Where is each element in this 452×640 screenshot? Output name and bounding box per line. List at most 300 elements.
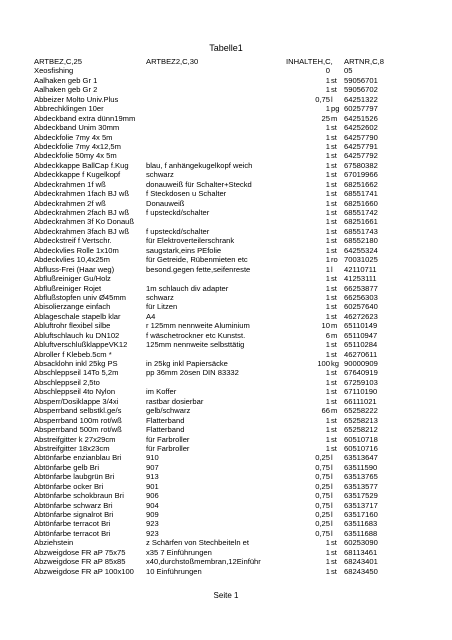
table-cell-c1: Abfluss-Frei (Haar weg) xyxy=(34,264,115,274)
table-cell-c3: 0,75 xyxy=(315,472,330,482)
table-row xyxy=(0,161,452,170)
table-cell-c4: ro xyxy=(331,255,338,265)
table-cell-c4: st xyxy=(331,434,337,444)
column-header: INHALTEH,C, xyxy=(286,57,333,66)
table-cell-c1: Abdeckvlies Rolle 1x10m xyxy=(34,245,119,255)
table-cell-c4: m xyxy=(331,113,338,123)
table-row xyxy=(0,548,452,557)
table-cell-c1: Abluftschlauch ku DN102 xyxy=(34,330,120,340)
table-cell-c3: 1 xyxy=(325,141,330,151)
table-cell-c5: 65258222 xyxy=(344,406,378,416)
table-cell-c2: blau, f anhängekugelkopf weich xyxy=(146,160,253,170)
table-cell-c1: Aalhaken geb Gr 2 xyxy=(34,85,98,95)
table-cell-c3: 1 xyxy=(325,208,330,217)
spreadsheet-table xyxy=(0,57,452,576)
table-cell-c3: 0,25 xyxy=(315,519,330,529)
table-cell-c2: 923 xyxy=(146,528,159,538)
table-cell-c4: m xyxy=(331,330,338,340)
table-cell-c3: 0,25 xyxy=(315,510,330,519)
table-cell-c5: 64255324 xyxy=(344,245,378,255)
table-row xyxy=(0,387,452,396)
table-cell-c4: st xyxy=(331,198,337,208)
table-cell-c2: 906 xyxy=(146,491,159,501)
table-cell-c1: Abdeckrahmen 2f wß xyxy=(34,198,106,208)
table-cell-c3: 1 xyxy=(325,443,330,453)
table-row xyxy=(0,529,452,538)
table-cell-c5: 63511590 xyxy=(344,462,378,472)
table-row xyxy=(0,350,452,359)
table-cell-c5: 68243450 xyxy=(344,566,378,576)
table-cell-c4: l xyxy=(331,472,333,482)
table-cell-c4: st xyxy=(331,283,337,293)
table-cell-c5: 68251660 xyxy=(344,198,378,208)
table-cell-c4: st xyxy=(331,208,337,217)
table-cell-c5: 66253877 xyxy=(344,283,378,293)
table-cell-c3: 1 xyxy=(325,302,330,312)
table-cell-c1: Abstreifgitter 18x23cm xyxy=(34,443,110,453)
table-cell-c3: 1 xyxy=(325,255,330,265)
table-cell-c3: 1 xyxy=(325,217,330,227)
table-cell-c5: 68113461 xyxy=(344,547,378,557)
table-cell-c1: Abdeckkappe BallCap f.Kug xyxy=(34,160,129,170)
table-row xyxy=(0,359,452,368)
table-cell-c4: st xyxy=(331,189,337,199)
table-cell-c3: 1 xyxy=(325,264,330,274)
table-cell-c4: kg xyxy=(331,359,340,368)
table-cell-c3: 0 xyxy=(325,66,330,76)
table-row xyxy=(0,85,452,94)
table-cell-c3: 1 xyxy=(325,132,330,142)
table-cell-c4: st xyxy=(331,274,337,284)
table-cell-c3: 1 xyxy=(325,415,330,425)
table-cell-c5: 60510716 xyxy=(344,443,378,453)
table-row xyxy=(0,463,452,472)
table-row xyxy=(0,246,452,255)
table-cell-c2: schwarz xyxy=(146,170,174,180)
table-cell-c2: für Farbroller xyxy=(146,443,190,453)
table-row xyxy=(0,180,452,189)
table-cell-c5: 63517160 xyxy=(344,510,378,519)
table-row xyxy=(0,208,452,217)
table-row xyxy=(0,133,452,142)
table-cell-c3: 1 xyxy=(325,170,330,180)
table-row xyxy=(0,444,452,453)
table-row xyxy=(0,284,452,293)
table-cell-c4: st xyxy=(331,311,337,321)
table-row xyxy=(0,368,452,377)
table-cell-c5: 64257790 xyxy=(344,132,378,142)
table-cell-c3: 0,75 xyxy=(315,491,330,501)
table-cell-c4: st xyxy=(331,443,337,453)
table-cell-c1: Abluftrohr flexibel silbe xyxy=(34,321,111,331)
table-cell-c5: 42110711 xyxy=(344,264,377,274)
table-cell-c4: st xyxy=(331,538,337,548)
table-row xyxy=(0,567,452,576)
table-cell-c2: für Litzen xyxy=(146,302,178,312)
table-cell-c1: Abroller f Klebeb.5cm * xyxy=(34,349,112,359)
table-cell-c5: 46272623 xyxy=(344,311,378,321)
table-cell-c5: 66256303 xyxy=(344,292,378,302)
table-cell-c1: Abdeckband extra dünn19mm xyxy=(34,113,136,123)
table-cell-c1: Abzweigdose FR aP 85x85 xyxy=(34,557,126,567)
table-cell-c2: besond.gegen fette,seifenreste xyxy=(146,264,251,274)
table-cell-c5: 60257640 xyxy=(344,302,378,312)
table-cell-c5: 63513647 xyxy=(344,453,378,463)
table-row xyxy=(0,416,452,425)
table-cell-c3: 0,25 xyxy=(315,453,330,463)
table-cell-c4: st xyxy=(331,547,337,557)
table-cell-c3: 1 xyxy=(325,236,330,246)
table-cell-c3: 1 xyxy=(325,283,330,293)
table-cell-c1: AbluftverschlußklappeVK12 xyxy=(34,340,128,350)
table-cell-c5: 66111021 xyxy=(344,396,377,406)
table-row xyxy=(0,482,452,491)
table-cell-c1: Abziehstein xyxy=(34,538,74,548)
table-cell-c2: saugstark,eins PEfolie xyxy=(146,245,222,255)
table-cell-c1: Absperrband selbstkl.ge/s xyxy=(34,406,122,416)
table-cell-c1: Abtönfarbe terracot Bri xyxy=(34,519,111,529)
table-cell-c4: st xyxy=(331,226,337,236)
table-cell-c4: l xyxy=(331,481,333,491)
table-row xyxy=(0,265,452,274)
table-cell-c2: 923 xyxy=(146,519,159,529)
table-cell-c3: 1 xyxy=(325,85,330,95)
table-cell-c2: 910 xyxy=(146,453,159,463)
table-cell-c2: 1m schlauch div adapter xyxy=(146,283,229,293)
table-cell-c5: 67019966 xyxy=(344,170,378,180)
table-cell-c5: 63513717 xyxy=(344,500,378,510)
table-cell-c3: 66 xyxy=(321,406,330,416)
page-title: Tabelle1 xyxy=(209,43,243,53)
table-row xyxy=(0,425,452,434)
header-row xyxy=(0,57,452,66)
column-header: ARTNR,C,8 xyxy=(344,57,384,66)
table-cell-c4: st xyxy=(331,349,337,359)
table-cell-c3: 1 xyxy=(325,557,330,567)
table-row xyxy=(0,217,452,226)
table-cell-c5: 68551743 xyxy=(344,226,378,236)
table-cell-c2: f wäschetrockner etc Kunstst. xyxy=(146,330,246,340)
table-cell-c5: 67580382 xyxy=(344,160,378,170)
table-cell-c3: 1 xyxy=(325,123,330,133)
table-row xyxy=(0,274,452,283)
table-cell-c3: 1 xyxy=(325,198,330,208)
table-cell-c2: Flatterband xyxy=(146,425,185,435)
table-cell-c4: st xyxy=(331,236,337,246)
table-cell-c1: Absperr/Dosiklappe 3/4xi xyxy=(34,396,119,406)
table-cell-c1: Abtönfarbe gelb Bri xyxy=(34,462,100,472)
table-cell-c4: l xyxy=(331,510,333,519)
table-cell-c4: l xyxy=(331,94,333,104)
table-cell-c1: Abtönfarbe laubgrün Bri xyxy=(34,472,115,482)
table-cell-c2: 10 Einführungen xyxy=(146,566,202,576)
table-cell-c4: pg xyxy=(331,104,340,114)
table-row xyxy=(0,199,452,208)
table-cell-c4: l xyxy=(331,519,333,529)
table-cell-c5: 67110190 xyxy=(344,387,378,397)
table-row xyxy=(0,189,452,198)
table-row xyxy=(0,397,452,406)
table-cell-c4: st xyxy=(331,141,337,151)
table-cell-c3: 1 xyxy=(325,349,330,359)
table-cell-c5: 60257797 xyxy=(344,104,378,114)
table-cell-c3: 1 xyxy=(325,538,330,548)
table-cell-c1: Abflußstopfen univ Ø45mm xyxy=(34,292,127,302)
page-footer: Seite 1 xyxy=(213,591,239,600)
table-cell-c2: gelb/schwarz xyxy=(146,406,191,416)
table-row xyxy=(0,293,452,302)
table-cell-c3: 1 xyxy=(325,377,330,387)
table-cell-c4: l xyxy=(331,528,333,538)
table-cell-c2: r 125mm nennweite Aluminium xyxy=(146,321,250,331)
table-cell-c2: für Getreide, Rübenmieten etc xyxy=(146,255,248,265)
table-cell-c5: 68251662 xyxy=(344,179,378,189)
table-cell-c1: Abisolierzange einfach xyxy=(34,302,111,312)
table-row xyxy=(0,66,452,75)
table-row xyxy=(0,114,452,123)
table-cell-c1: Abtönfarbe schwarz Bri xyxy=(34,500,113,510)
table-cell-c1: Abdeckrahmen 3fach BJ wß xyxy=(34,226,129,236)
table-cell-c1: Abdeckfolie 7my 4x 5m xyxy=(34,132,113,142)
table-cell-c2: z Schärfen von Stechbeiteln et xyxy=(146,538,250,548)
table-cell-c5: 64252602 xyxy=(344,123,378,133)
table-cell-c1: Abflußreiniger Gu/Holz xyxy=(34,274,111,284)
column-header: ARTBEZ2,C,30 xyxy=(146,57,199,66)
table-cell-c4: st xyxy=(331,368,337,378)
table-cell-c5: 46270611 xyxy=(344,349,378,359)
table-cell-c3: 0,75 xyxy=(315,528,330,538)
table-cell-c1: Abtönfarbe schokbraun Bri xyxy=(34,491,124,501)
table-cell-c3: 1 xyxy=(325,434,330,444)
table-cell-c3: 1 xyxy=(325,104,330,114)
table-cell-c1: Absperrband 100m rot/wß xyxy=(34,415,122,425)
table-cell-c2: 125mm nennweite selbsttätig xyxy=(146,340,245,350)
table-cell-c4: st xyxy=(331,557,337,567)
table-row xyxy=(0,170,452,179)
table-cell-c4: st xyxy=(331,245,337,255)
table-cell-c2: pp 36mm 2ösen DIN 83332 xyxy=(146,368,239,378)
table-cell-c5: 65258213 xyxy=(344,415,378,425)
table-row xyxy=(0,538,452,547)
table-cell-c5: 68552180 xyxy=(344,236,378,246)
table-cell-c5: 63511688 xyxy=(344,528,378,538)
table-cell-c2: im Koffer xyxy=(146,387,177,397)
table-cell-c4: st xyxy=(331,123,337,133)
table-cell-c2: f upsteckd/schalter xyxy=(146,208,210,217)
table-cell-c1: Abzweigdose FR aP 100x100 xyxy=(34,566,134,576)
table-cell-c3: 1 xyxy=(325,292,330,302)
table-row xyxy=(0,435,452,444)
table-cell-c3: 0,25 xyxy=(315,481,330,491)
table-row xyxy=(0,95,452,104)
table-cell-c1: Abdeckfolie 7my 4x12,5m xyxy=(34,141,121,151)
table-cell-c3: 1 xyxy=(325,245,330,255)
table-cell-c4: st xyxy=(331,566,337,576)
table-cell-c4: st xyxy=(331,340,337,350)
table-cell-c1: Aalhaken geb Gr 1 xyxy=(34,75,98,85)
table-cell-c4: st xyxy=(331,377,337,387)
table-cell-c1: Absacklohn inkl 25kg PS xyxy=(34,359,118,368)
table-cell-c3: 0,75 xyxy=(315,462,330,472)
table-cell-c4: l xyxy=(331,453,333,463)
table-cell-c5: 68251661 xyxy=(344,217,378,227)
table-row xyxy=(0,340,452,349)
column-header: ARTBEZ,C,25 xyxy=(34,57,82,66)
table-cell-c2: 901 xyxy=(146,481,159,491)
table-cell-c1: Abzweigdose FR aP 75x75 xyxy=(34,547,126,557)
table-cell-c1: Ablageschale stapelb klar xyxy=(34,311,121,321)
table-cell-c3: 1 xyxy=(325,368,330,378)
table-cell-c4: l xyxy=(331,462,333,472)
table-cell-c4: st xyxy=(331,75,337,85)
table-cell-c3: 1 xyxy=(325,151,330,161)
table-cell-c3: 1 xyxy=(325,547,330,557)
table-cell-c5: 59056702 xyxy=(344,85,378,95)
table-cell-c1: Abstreifgitter k 27x29cm xyxy=(34,434,116,444)
table-cell-c5: 05 xyxy=(344,66,353,76)
table-cell-c3: 1 xyxy=(325,396,330,406)
table-cell-c4: st xyxy=(331,387,337,397)
table-cell-c5: 59056701 xyxy=(344,75,378,85)
table-cell-c4: st xyxy=(331,132,337,142)
table-cell-c1: Abdeckrahmen 1fach BJ wß xyxy=(34,189,129,199)
table-row xyxy=(0,557,452,566)
table-cell-c3: 1 xyxy=(325,311,330,321)
table-cell-c1: Abdeckstreif f Vertschr. xyxy=(34,236,112,246)
table-row xyxy=(0,227,452,236)
table-cell-c4: st xyxy=(331,396,337,406)
table-row xyxy=(0,76,452,85)
table-row xyxy=(0,302,452,311)
table-cell-c1: Abdeckrahmen 1f wß xyxy=(34,179,106,189)
table-cell-c2: für Farbroller xyxy=(146,434,190,444)
table-cell-c4: st xyxy=(331,179,337,189)
table-cell-c2: für Elektroverteilerschrank xyxy=(146,236,235,246)
table-cell-c2: x40,durchstoßmembran,12Einführ xyxy=(146,557,261,567)
table-cell-c3: 10 xyxy=(321,321,330,331)
table-cell-c4: l xyxy=(331,491,333,501)
table-cell-c5: 70031025 xyxy=(344,255,378,265)
table-row xyxy=(0,472,452,481)
table-row xyxy=(0,501,452,510)
table-cell-c3: 1 xyxy=(325,160,330,170)
table-cell-c3: 1 xyxy=(325,425,330,435)
table-cell-c2: 904 xyxy=(146,500,159,510)
table-cell-c5: 68243401 xyxy=(344,557,378,567)
table-cell-c3: 0,75 xyxy=(315,500,330,510)
table-row xyxy=(0,142,452,151)
table-cell-c4: st xyxy=(331,85,337,95)
table-row xyxy=(0,123,452,132)
table-cell-c1: Abdeckfolie 50my 4x 5m xyxy=(34,151,117,161)
table-cell-c3: 1 xyxy=(325,179,330,189)
table-cell-c5: 60510718 xyxy=(344,434,378,444)
table-row xyxy=(0,312,452,321)
table-cell-c1: Abtönfarbe terracot Bri xyxy=(34,528,111,538)
table-cell-c1: Abschleppseil 4to Nylon xyxy=(34,387,116,397)
table-cell-c1: Abtönfarbe enzianblau Bri xyxy=(34,453,122,463)
table-row xyxy=(0,453,452,462)
table-cell-c1: Xeosfishing xyxy=(34,66,74,76)
table-row xyxy=(0,491,452,500)
table-cell-c5: 90000909 xyxy=(344,359,378,368)
table-cell-c3: 1 xyxy=(325,189,330,199)
table-cell-c1: Abdeckkappe f Kugelkopf xyxy=(34,170,121,180)
table-cell-c1: Abtönfarbe ocker Bri xyxy=(34,481,104,491)
table-cell-c4: l xyxy=(331,500,333,510)
table-row xyxy=(0,406,452,415)
table-cell-c5: 60253090 xyxy=(344,538,378,548)
table-cell-c4: st xyxy=(331,425,337,435)
table-cell-c1: Abbeizer Molto Univ.Plus xyxy=(34,94,119,104)
table-cell-c2: f upsteckd/schalter xyxy=(146,226,210,236)
table-cell-c3: 1 xyxy=(325,226,330,236)
table-cell-c5: 65258212 xyxy=(344,425,378,435)
table-row xyxy=(0,378,452,387)
table-cell-c2: A4 xyxy=(146,311,156,321)
table-cell-c1: Abflußreiniger Rojet xyxy=(34,283,102,293)
table-cell-c3: 1 xyxy=(325,566,330,576)
table-cell-c3: 6 xyxy=(325,330,330,340)
table-cell-c2: schwarz xyxy=(146,292,174,302)
table-cell-c2: in 25kg inkl Papiersäcke xyxy=(146,359,228,368)
table-cell-c2: rastbar dosierbar xyxy=(146,396,204,406)
table-cell-c1: Abtönfarbe signalrot Bri xyxy=(34,510,114,519)
table-cell-c2: x35 7 Einführungen xyxy=(146,547,212,557)
table-cell-c4: st xyxy=(331,170,337,180)
table-row xyxy=(0,510,452,519)
table-cell-c1: Abdeckband Unim 30mm xyxy=(34,123,120,133)
table-cell-c4: st xyxy=(331,292,337,302)
table-cell-c3: 100 xyxy=(317,359,330,368)
table-cell-c5: 64251322 xyxy=(344,94,378,104)
table-row xyxy=(0,331,452,340)
table-cell-c5: 64257791 xyxy=(344,141,378,151)
table-row xyxy=(0,104,452,113)
table-cell-c3: 0,75 xyxy=(315,94,330,104)
table-cell-c1: Abdeckrahmen 3f Ko Donauß xyxy=(34,217,135,227)
table-cell-c5: 41253111 xyxy=(344,274,377,284)
table-cell-c4: st xyxy=(331,415,337,425)
table-cell-c5: 63517529 xyxy=(344,491,378,501)
table-cell-c2: 913 xyxy=(146,472,159,482)
table-row xyxy=(0,151,452,160)
table-cell-c5: 63511683 xyxy=(344,519,378,529)
table-cell-c5: 64251526 xyxy=(344,113,378,123)
table-cell-c5: 67259103 xyxy=(344,377,378,387)
table-cell-c1: Abschleppseil 14To 5,2m xyxy=(34,368,119,378)
table-cell-c5: 64257792 xyxy=(344,151,378,161)
table-cell-c3: 1 xyxy=(325,75,330,85)
table-cell-c5: 68551741 xyxy=(344,189,378,199)
table-cell-c4: st xyxy=(331,151,337,161)
table-cell-c4: m xyxy=(331,406,338,416)
table-cell-c3: 1 xyxy=(325,387,330,397)
table-cell-c1: Abbrechklingen 10er xyxy=(34,104,104,114)
table-cell-c1: Abdeckvlies 10,4x25m xyxy=(34,255,110,265)
table-cell-c5: 65110149 xyxy=(344,321,378,331)
table-cell-c2: 909 xyxy=(146,510,159,519)
table-cell-c4: st xyxy=(331,160,337,170)
table-cell-c4: m xyxy=(331,321,338,331)
table-cell-c4: l xyxy=(331,264,333,274)
table-row xyxy=(0,255,452,264)
table-cell-c2: Flatterband xyxy=(146,415,185,425)
table-cell-c5: 63513765 xyxy=(344,472,378,482)
table-cell-c4: st xyxy=(331,302,337,312)
table-cell-c2: donauweiß für Schalter+Steckd xyxy=(146,179,252,189)
table-cell-c3: 1 xyxy=(325,274,330,284)
